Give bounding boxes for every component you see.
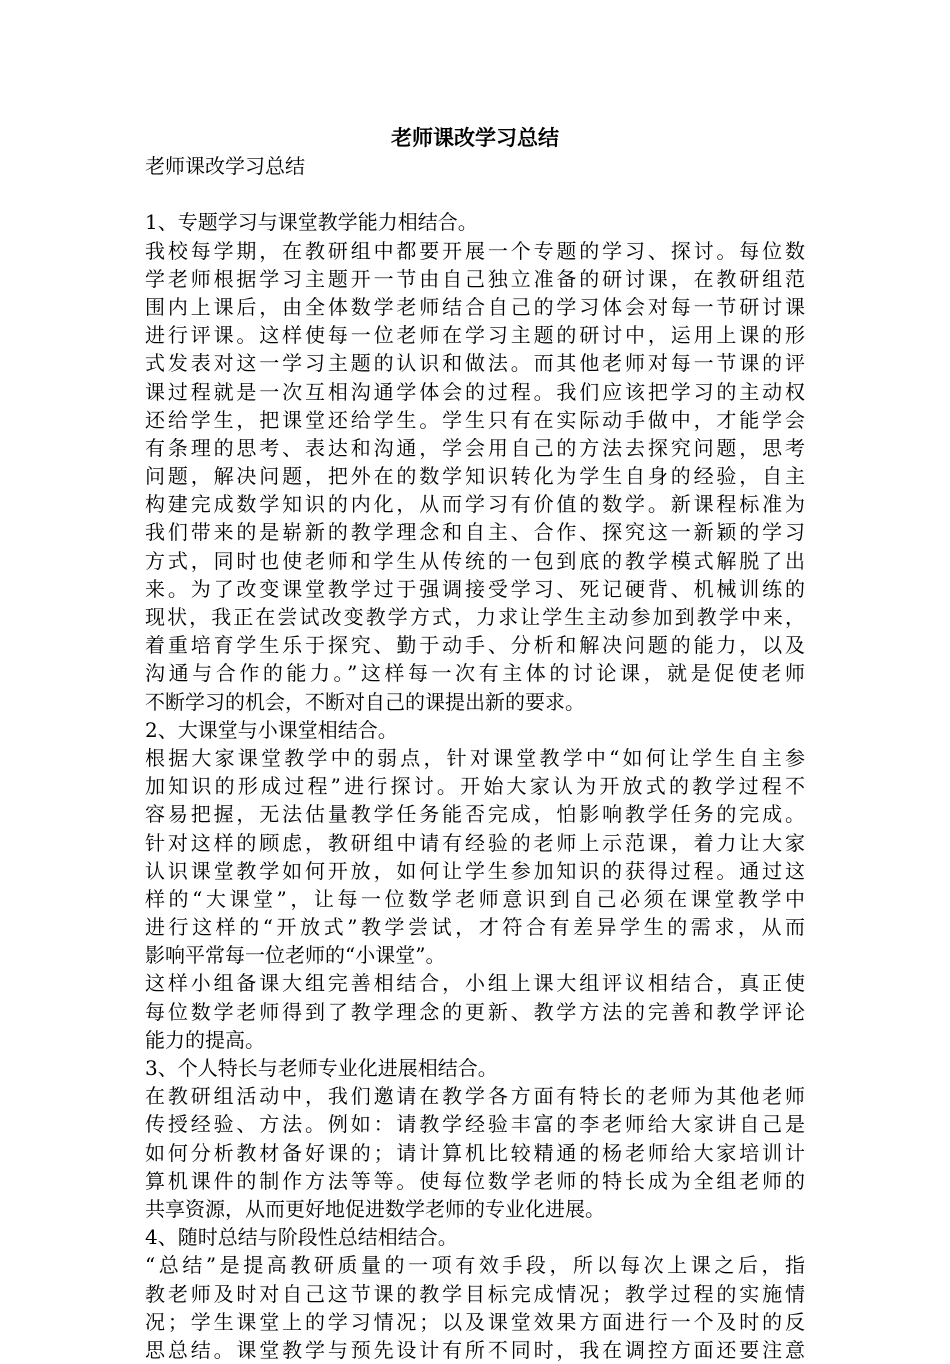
text-line: 有条理的思考、表达和沟通，学会用自己的方法去探究问题，思考 bbox=[145, 435, 805, 460]
text-line: 共享资源，从而更好地促进数学老师的专业化进展。 bbox=[145, 1196, 605, 1221]
text-line: 构建完成数学知识的内化，从而学习有价值的数学。新课程标准为 bbox=[145, 492, 805, 517]
text-line: 认识课堂教学如何开放，如何让学生参加知识的获得过程。通过这 bbox=[145, 858, 805, 883]
text-line: 还给学生，把课堂还给学生。学生只有在实际动手做中，才能学会 bbox=[145, 407, 805, 432]
text-line: “总结”是提高教研质量的一项有效手段，所以每次上课之后，指 bbox=[145, 1253, 805, 1278]
text-line: 每位数学老师得到了教学理念的更新、教学方法的完善和教学评论 bbox=[145, 999, 805, 1024]
text-line: 教老师及时对自己这节课的教学目标完成情况；教学过程的实施情 bbox=[145, 1281, 805, 1306]
text-line: 现状，我正在尝试改变教学方式，力求让学生主动参加到教学中来， bbox=[145, 605, 805, 629]
text-line: 沟通与合作的能力。”这样每一次有主体的讨论课，就是促使老师 bbox=[145, 661, 805, 686]
text-line: 围内上课后，由全体数学老师结合自己的学习体会对每一节研讨课 bbox=[145, 294, 805, 319]
text-line: 学老师根据学习主题开一节由自己独立准备的研讨课，在教研组范 bbox=[145, 266, 805, 291]
text-line: 影响平常每一位老师的“小课堂”。 bbox=[145, 943, 446, 968]
text-line: 加知识的形成过程”进行探讨。开始大家认为开放式的教学过程不 bbox=[145, 774, 805, 799]
text-line: 4、随时总结与阶段性总结相结合。 bbox=[145, 1225, 458, 1250]
text-line: 根据大家课堂教学中的弱点，针对课堂教学中“如何让学生自主参 bbox=[145, 745, 805, 770]
text-line: 能力的提高。 bbox=[145, 1027, 265, 1052]
text-line: 方式，同时也使老师和学生从传统的一包到底的教学模式解脱了出 bbox=[145, 548, 805, 573]
text-line: 容易把握，无法估量教学任务能否完成，怕影响教学任务的完成。 bbox=[145, 802, 805, 827]
text-line: 我们带来的是崭新的教学理念和自主、合作、探究这一新颖的学习 bbox=[145, 520, 805, 545]
text-line: 进行评课。这样使每一位老师在学习主题的研讨中，运用上课的形 bbox=[145, 323, 805, 348]
text-line: 传授经验、方法。例如：请教学经验丰富的李老师给大家讲自己是 bbox=[145, 1112, 805, 1137]
text-line: 针对这样的顾虑，教研组中请有经验的老师上示范课，着力让大家 bbox=[145, 830, 805, 855]
text-line: 进行这样的“开放式”教学尝试，才符合有差异学生的需求，从而 bbox=[145, 915, 805, 940]
text-line: 在教研组活动中，我们邀请在教学各方面有特长的老师为其他老师 bbox=[145, 1084, 805, 1109]
text-line: 式发表对这一学习主题的认识和做法。而其他老师对每一节课的评 bbox=[145, 351, 805, 376]
text-line: 样的“大课堂”，让每一位数学老师意识到自己必须在课堂教学中 bbox=[145, 886, 805, 911]
document-title: 老师课改学习总结 bbox=[391, 126, 559, 150]
document-page bbox=[145, 124, 805, 1364]
document-body bbox=[145, 152, 805, 1364]
text-line: 老师课改学习总结 bbox=[145, 154, 305, 178]
text-line: 1、专题学习与课堂教学能力相结合。 bbox=[145, 210, 478, 235]
text-line: 课过程就是一次互相沟通学体会的过程。我们应该把学习的主动权 bbox=[145, 379, 805, 404]
text-line: 思总结。课堂教学与预先设计有所不同时，我在调控方面还要注意 bbox=[145, 1337, 805, 1362]
text-line: 如何分析教材备好课的；请计算机比较精通的杨老师给大家培训计 bbox=[145, 1140, 805, 1165]
text-line bbox=[145, 180, 805, 208]
text-line: 着重培育学生乐于探究、勤于动手、分析和解决问题的能力，以及 bbox=[145, 633, 805, 658]
text-line: 3、个人特长与老师专业化进展相结合。 bbox=[145, 1056, 498, 1080]
text-line: 算机课件的制作方法等等。使每位数学老师的特长成为全组老师的 bbox=[145, 1168, 805, 1193]
text-line: 这样小组备课大组完善相结合，小组上课大组评议相结合，真正使 bbox=[145, 971, 805, 996]
text-line: 况；学生课堂上的学习情况；以及课堂效果方面进行一个及时的反 bbox=[145, 1309, 805, 1334]
text-line: 来。为了改变课堂教学过于强调接受学习、死记硬背、机械训练的 bbox=[145, 576, 805, 601]
text-line: 不断学习的机会，不断对自己的课提出新的要求。 bbox=[145, 689, 585, 714]
text-line: 我校每学期，在教研组中都要开展一个专题的学习、探讨。每位数 bbox=[145, 238, 805, 263]
text-line: 问题，解决问题，把外在的数学知识转化为学生自身的经验，自主 bbox=[145, 464, 805, 489]
text-line: 2、大课堂与小课堂相结合。 bbox=[145, 717, 398, 742]
